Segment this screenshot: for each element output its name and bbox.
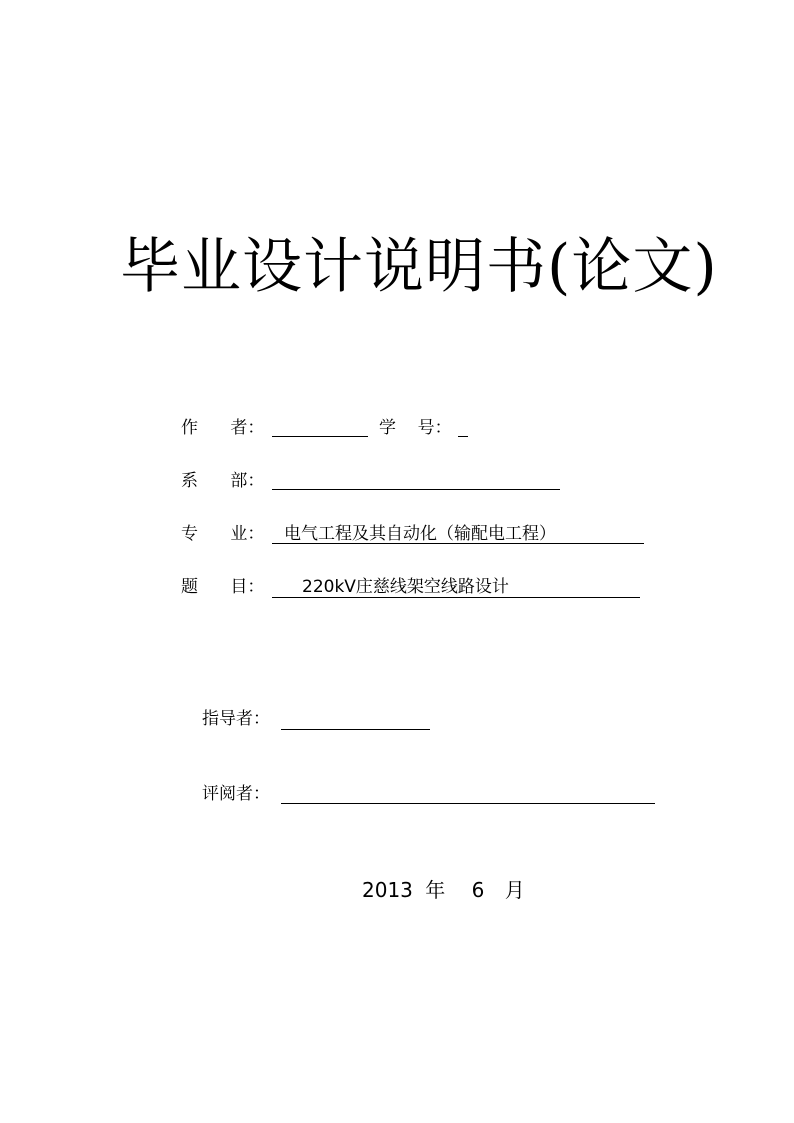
date-year-unit: 年 <box>425 878 446 902</box>
author-label: 作 者： <box>181 418 265 438</box>
advisor-label: 指导者： <box>202 709 270 729</box>
date-year: 2013 <box>362 878 413 902</box>
major-value: 电气工程及其自动化（输配电工程） <box>284 524 556 544</box>
date-line <box>362 878 525 902</box>
date-month: 6 <box>471 878 485 902</box>
department-field-line[interactable] <box>272 489 560 490</box>
advisor-field-line[interactable] <box>281 729 430 730</box>
author-field-line[interactable] <box>272 436 368 437</box>
student-id-label: 学 号： <box>379 418 452 438</box>
date-month-unit: 月 <box>504 878 525 902</box>
reviewer-label: 评阅者： <box>202 784 270 804</box>
reviewer-field-line[interactable] <box>281 803 655 804</box>
student-id-field-line[interactable] <box>458 436 468 437</box>
document-title: 毕业设计说明书(论文) <box>120 232 718 302</box>
topic-value: 220kV庄慈线架空线路设计 <box>302 577 509 597</box>
major-label: 专 业： <box>181 524 265 544</box>
department-label: 系 部： <box>181 471 265 491</box>
topic-label: 题 目： <box>181 577 265 597</box>
